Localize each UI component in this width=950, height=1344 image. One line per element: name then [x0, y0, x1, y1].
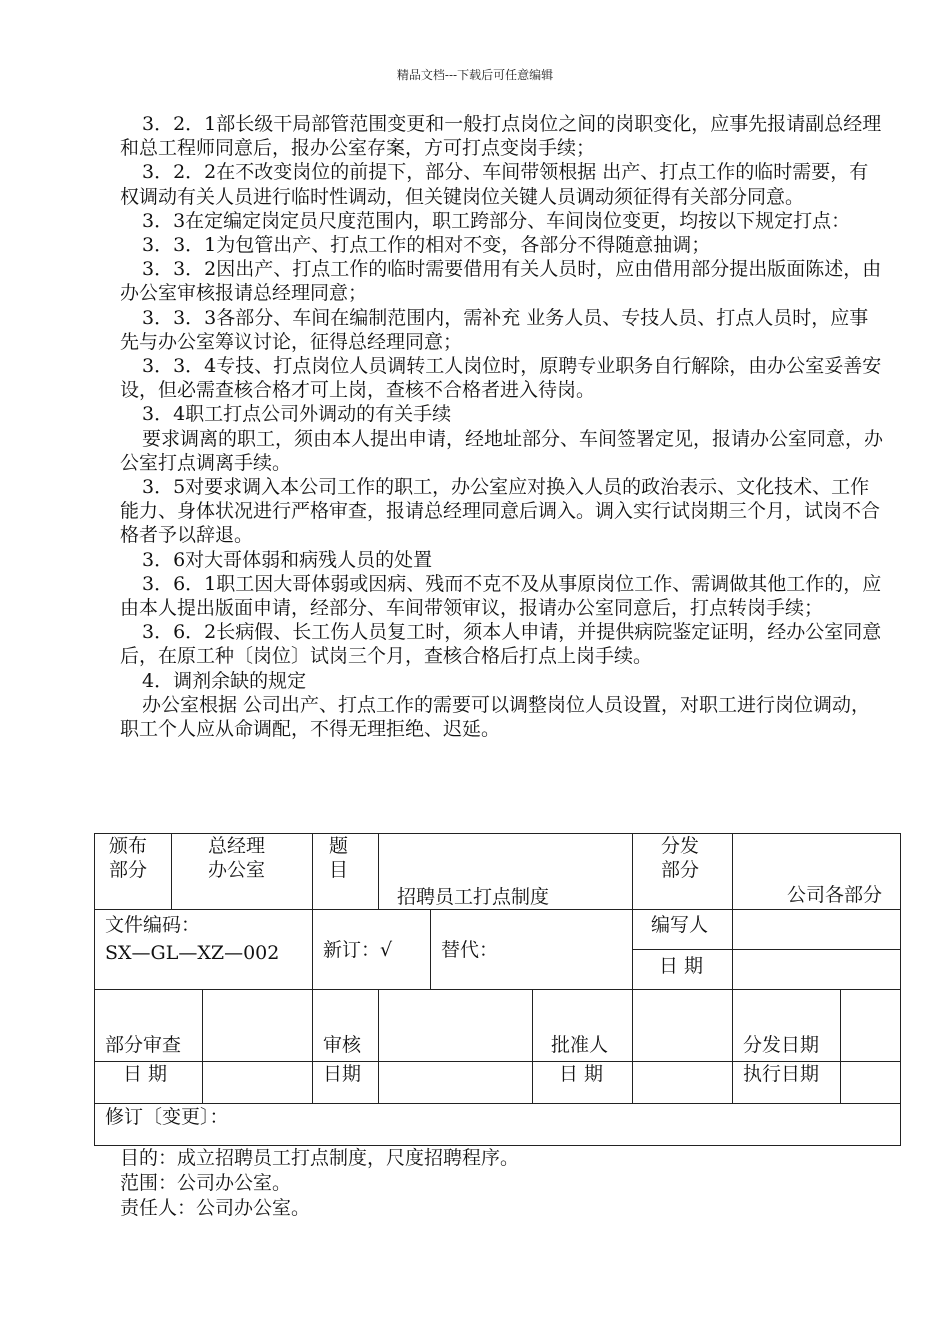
approve-date-label-cell [533, 1062, 633, 1104]
review-date-label: 日 期 [123, 1063, 168, 1085]
title-cell [379, 834, 633, 910]
distribute-date-label-cell [733, 990, 841, 1062]
issue-dept-label-cell [95, 834, 172, 910]
approver-value-cell [633, 990, 733, 1062]
author-label: 编写人 [651, 914, 709, 936]
paragraph: 3．3．1为包管出产、打点工作的相对不变，各部分不得随意抽调； [142, 234, 711, 257]
paragraph: 3．5对要求调入本公司工作的职工，办公室应对换入人员的政治表示、文化技术、工作能力、身体状况进行严格审查，报请总经理同意后调入。调入实行试岗期三个月，试岗不合格者予以辞退。 [120, 476, 881, 547]
review-date-label-cell [95, 1062, 203, 1104]
distribute-to-value: 公司各部分 [787, 884, 883, 906]
issuer-value: 总经理办公室 [208, 835, 266, 881]
title-label-cell [313, 834, 379, 910]
author-date-value-cell [733, 950, 901, 990]
new-version-cell [313, 910, 431, 990]
paragraph: 要求调离的职工，须由本人提出申请，经地址部分、车间签署定见，报请办公室同意，办公室打点调离手续。 [120, 427, 884, 474]
dept-review-label: 部分审查 [105, 1034, 182, 1056]
approver-label-cell [533, 990, 633, 1062]
revision-label: 修订〔变更〕： [105, 1106, 229, 1128]
form-title: 招聘员工打点制度 [397, 886, 550, 908]
doc-code-cell [95, 910, 313, 990]
scope-line: 范围：公司办公室。 [120, 1172, 292, 1194]
review-label-cell [313, 990, 379, 1062]
audit-date-label-cell [313, 1062, 379, 1104]
distribute-to-cell [733, 834, 901, 910]
document-control-form [94, 833, 901, 1146]
issue-dept-label: 颁布部分 [109, 835, 148, 881]
title-label: 题目 [329, 835, 349, 881]
paragraph: 3．3在定编定岗定员尺度范围内，职工跨部分、车间岗位变更，均按以下规定打点： [142, 209, 851, 232]
approve-date-value-cell [633, 1062, 733, 1104]
section-heading: 3．4职工打点公司外调动的有关手续 [142, 403, 452, 426]
doc-code-value: SX—GL—XZ—002 [105, 942, 280, 964]
paragraph: 3．6．2长病假、长工伤人员复工时，须本人申请，并提供病院鉴定证明，经办公室同意后，在原工种〔岗位〕试岗三个月，查核合格后打点上岗手续。 [120, 621, 882, 668]
review-label: 审核 [323, 1034, 362, 1056]
issuer-cell [172, 834, 313, 910]
dept-review-value-cell [203, 990, 313, 1062]
review-value-cell [379, 990, 533, 1062]
paragraph: 3．3．2因出产、打点工作的临时需要借用有关人员时，应由借用部分提出版面陈述，由办公室审核报请总经理同意； [120, 258, 882, 305]
doc-code-label: 文件编码： [105, 914, 201, 936]
section-heading: 3．6对大哥体弱和病残人员的处置 [142, 548, 433, 571]
paragraph: 办公室根据 公司出产、打点工作的需要可以调整岗位人员设置，对职工进行岗位调动，职工个人应从命调配，不得无理拒绝、迟延。 [120, 693, 871, 741]
replace-label: 替代： [441, 938, 499, 961]
new-version-label: 新订：√ [323, 938, 393, 961]
effective-date-label-cell [733, 1062, 841, 1104]
replace-cell [431, 910, 633, 990]
page-header: 精品文档---下载后可任意编辑 [396, 68, 554, 82]
distribute-label: 分发部分 [661, 835, 700, 881]
document-body [120, 112, 886, 741]
approve-date-label: 日 期 [559, 1063, 604, 1085]
distribute-label-cell [633, 834, 733, 910]
effective-date-value-cell [841, 1062, 901, 1104]
effective-date-label: 执行日期 [743, 1063, 820, 1085]
paragraph: 3．2．1部长级干局部管范围变更和一般打点岗位之间的岗职变化，应事先报请副总经理和总工程师同意后，报办公室存案，方可打点变岗手续； [120, 113, 882, 160]
distribute-date-label: 分发日期 [743, 1034, 820, 1056]
document-footer [120, 1146, 519, 1221]
revision-cell [95, 1104, 901, 1146]
author-label-cell [633, 910, 733, 950]
paragraph: 3．2．2在不改变岗位的前提下，部分、车间带领根据 出产、打点工作的临时需要，有权调动有关人员进行临时性调动，但关键岗位关键人员调动须征得有关部分同意。 [120, 161, 869, 208]
section-heading: 4．调剂余缺的规定 [142, 669, 307, 692]
audit-date-value-cell [379, 1062, 533, 1104]
dept-review-label-cell [95, 990, 203, 1062]
review-date-value-cell [203, 1062, 313, 1104]
paragraph: 3．3．4专技、打点岗位人员调转工人岗位时，原聘专业职务自行解除，由办公室妥善安设，但必需查核合格才可上岗，查核不合格者进入待岗。 [120, 355, 882, 402]
audit-date-label: 日期 [323, 1063, 362, 1085]
distribute-date-value-cell [841, 990, 901, 1062]
paragraph: 3．3．3各部分、车间在编制范围内，需补充 业务人员、专技人员、打点人员时，应事先与办公室筹议讨论，征得总经理同意； [120, 306, 869, 353]
approver-label: 批准人 [551, 1034, 609, 1056]
author-date-label: 日 期 [659, 955, 704, 977]
author-value-cell [733, 910, 901, 950]
purpose-line: 目的：成立招聘员工打点制度，尺度招聘程序。 [120, 1147, 520, 1169]
owner-line: 责任人：公司办公室。 [120, 1197, 311, 1219]
paragraph: 3．6．1职工因大哥体弱或因病、残而不克不及从事原岗位工作、需调做其他工作的，应由本人提出版面申请，经部分、车间带领审议，报请办公室同意后，打点转岗手续； [120, 572, 882, 620]
author-date-label-cell [633, 950, 733, 990]
